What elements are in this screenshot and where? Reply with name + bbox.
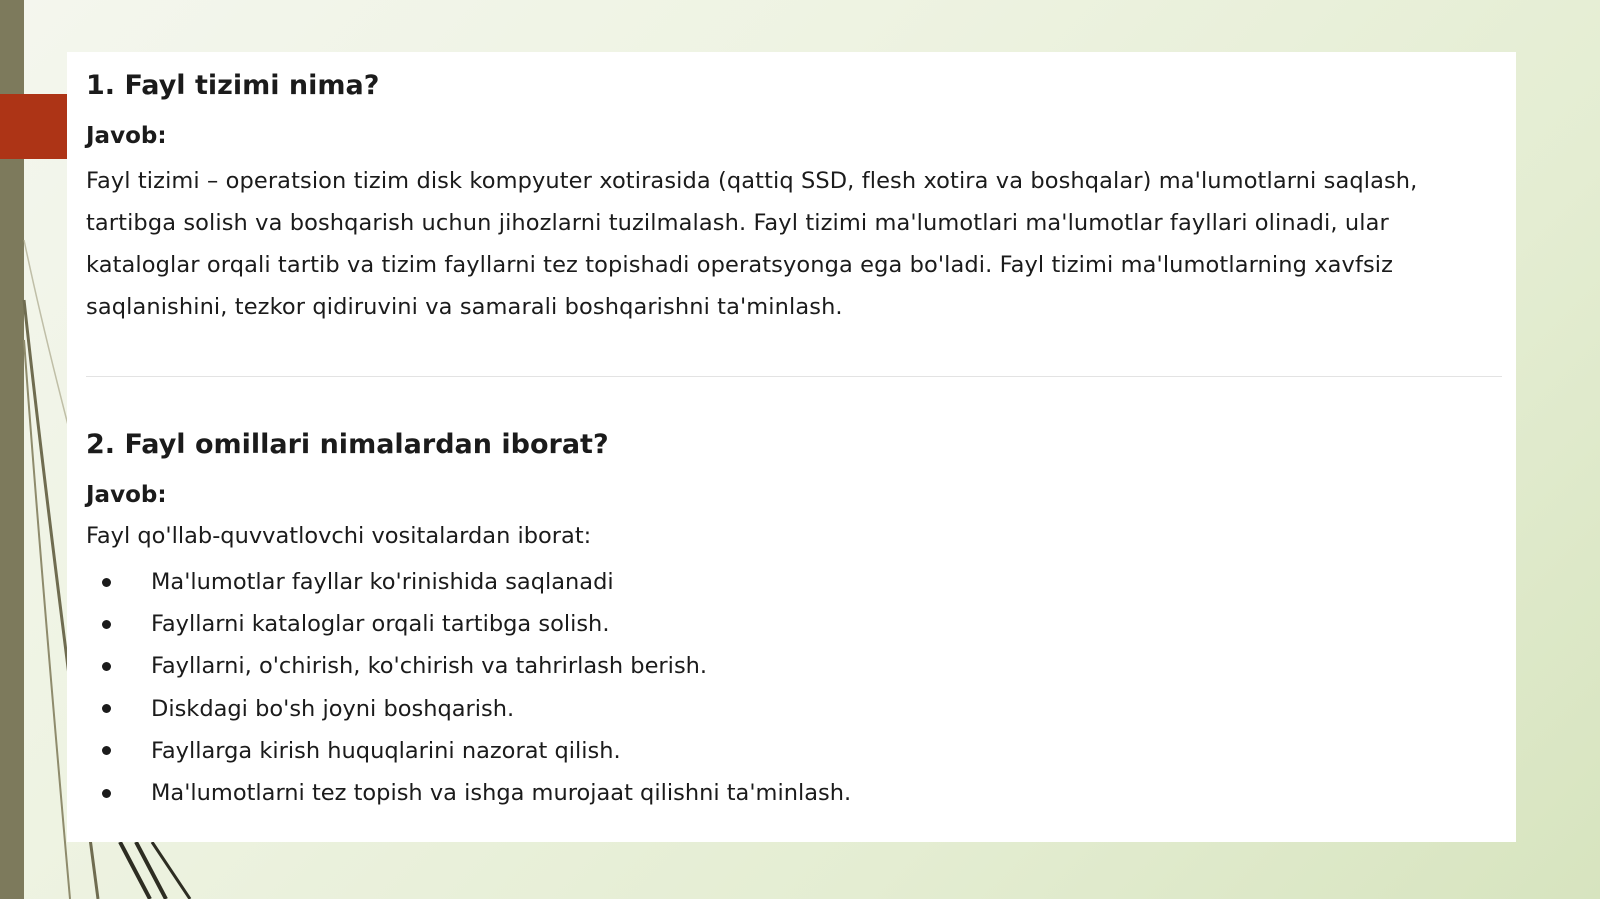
- bullet-item: [86, 772, 1502, 814]
- bullet-icon: [102, 789, 111, 798]
- question-2-section: [86, 427, 1502, 814]
- bullet-icon: [102, 704, 111, 713]
- question-1-heading: 1. Fayl tizimi nima?: [86, 70, 380, 101]
- bullet-item: [86, 688, 1502, 730]
- answer-2-bullet-list: [86, 561, 1502, 814]
- question-1-section: [86, 68, 1502, 328]
- bullet-text: Fayllarni, o'chirish, ko'chirish va tahrirlash berish.: [151, 653, 708, 680]
- bullet-icon: [102, 578, 111, 587]
- bullet-text: Fayllarga kirish huquqlarini nazorat qilish.: [151, 737, 621, 764]
- bullet-item: [86, 561, 1502, 603]
- bullet-icon: [102, 746, 111, 755]
- answer-1-text: Fayl tizimi – operatsion tizim disk kompyuter xotirasida (qattiq SSD, flesh xotira va boshqalar) ma'lumotlarni saqlash, tartibga solish va boshqarish uchun jihozlarni tuzilmalash. Fayl tizimi ma'lumotlari ma'lumotlar fayllari olinadi, ular kataloglar orqali tartib va tizim fayllarni tez topishadi operatsyonga ega bo'ladi. Fayl tizimi ma'lumotlarning xavfsiz saqlanishini, tezkor qidiruvini va samarali boshqarishni ta'minlash.: [86, 168, 1418, 320]
- answer-2-intro: Fayl qo'llab-quvvatlovchi vositalardan iborat:: [86, 523, 592, 549]
- bullet-text: Diskdagi bo'sh joyni boshqarish.: [151, 695, 515, 722]
- question-2-heading: 2. Fayl omillari nimalardan iborat?: [86, 429, 609, 460]
- bullet-item: [86, 730, 1502, 772]
- answer-2-label: Javob:: [86, 482, 167, 508]
- bullet-text: Fayllarni kataloglar orqali tartibga solish.: [151, 611, 610, 638]
- bullet-item: [86, 645, 1502, 687]
- content-card: [67, 52, 1516, 842]
- section-divider: [86, 376, 1502, 377]
- bullet-text: Ma'lumotlarni tez topish va ishga murojaat qilishni ta'minlash.: [151, 780, 852, 807]
- accent-block: [0, 94, 67, 159]
- bullet-text: Ma'lumotlar fayllar ko'rinishida saqlanadi: [151, 569, 614, 596]
- answer-1-label: Javob:: [86, 123, 167, 149]
- bullet-icon: [102, 620, 111, 629]
- bullet-icon: [102, 662, 111, 671]
- bullet-item: [86, 603, 1502, 645]
